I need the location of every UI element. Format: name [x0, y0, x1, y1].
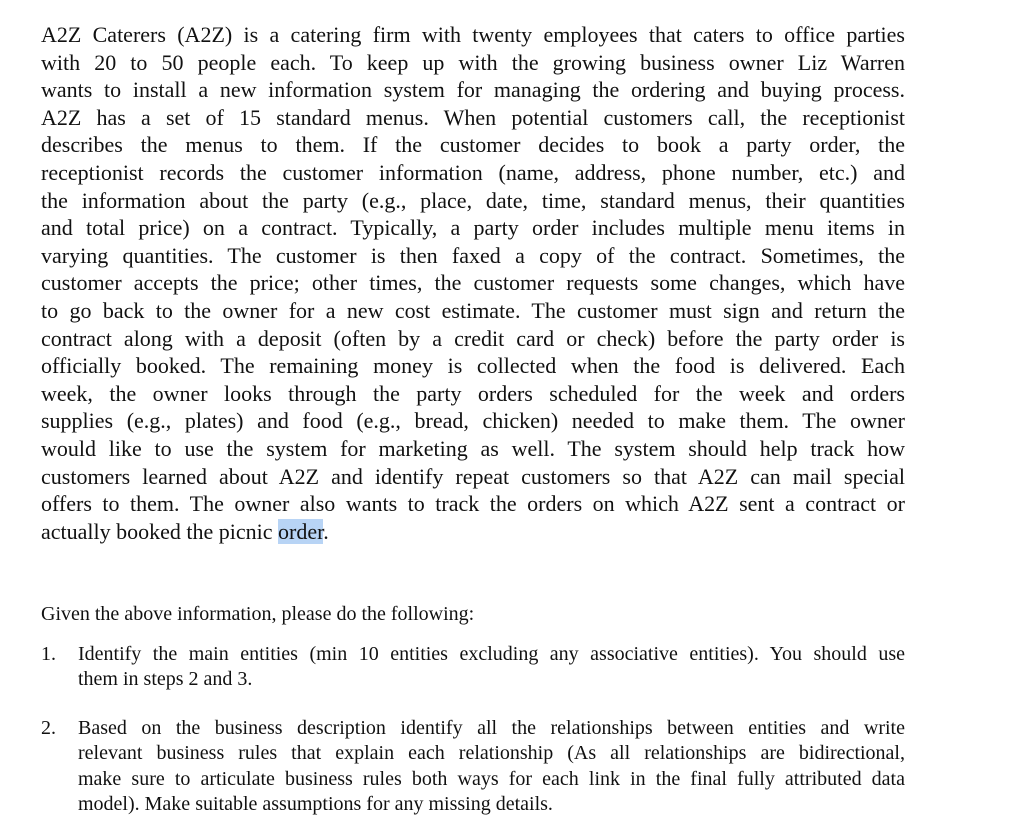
last-line-punctuation: . [323, 518, 329, 544]
paragraph-line: contract along with a deposit (often by a credit card or check) before the party order is [41, 325, 905, 351]
paragraph-line: customer accepts the price; other times, the customer requests some changes, which have [41, 270, 905, 296]
paragraph-line: to go back to the owner for a new cost estimate. The customer must sign and return the [41, 297, 905, 323]
paragraph-line: customers learned about A2Z and identify repeat customers so that A2Z can mail special [41, 463, 905, 489]
paragraph-line: receptionist records the customer information (name, address, phone number, etc.) and [41, 159, 905, 185]
list-item-number: 2. [41, 717, 56, 739]
last-line-text: actually booked the picnic [41, 518, 279, 544]
paragraph-line: week, the owner looks through the party orders scheduled for the week and orders [41, 380, 905, 406]
paragraph-line: supplies (e.g., plates) and food (e.g., bread, chicken) needed to make them. The owner [41, 408, 905, 434]
paragraph-last-line [41, 518, 905, 546]
list-item-text [78, 716, 905, 817]
case-description-paragraph [41, 21, 905, 545]
list-item-number: 1. [41, 643, 56, 665]
paragraph-line: varying quantities. The customer is then faxed a copy of the contract. Sometimes, the [41, 242, 905, 268]
list-item-line: make sure to articulate business rules both ways for each link in the final fully attributed data [78, 767, 905, 790]
paragraph-line: with 20 to 50 people each. To keep up with the growing business owner Liz Warren [41, 49, 905, 75]
list-item-line: Identify the main entities (min 10 entities excluding any associative entities). You should use [78, 643, 905, 665]
paragraph-line: A2Z Caterers (A2Z) is a catering firm with twenty employees that caters to office parties [41, 22, 905, 47]
list-item-line: them in steps 2 and 3. [78, 668, 253, 691]
task-list [41, 642, 905, 693]
paragraph-line: and total price) on a contract. Typically, a party order includes multiple menu items in [41, 215, 905, 241]
task-list [41, 716, 905, 817]
list-item [41, 716, 905, 817]
list-item [41, 642, 905, 693]
list-item-line: Based on the business description identify all the relationships between entities and write [78, 717, 905, 739]
list-item-text [78, 642, 905, 693]
paragraph-line: the information about the party (e.g., place, date, time, standard menus, their quantities [41, 187, 905, 213]
paragraph-line: officially booked. The remaining money is collected when the food is delivered. Each [41, 353, 905, 379]
paragraph-line: A2Z has a set of 15 standard menus. When potential customers call, the receptionist [41, 104, 905, 130]
instructions-intro: Given the above information, please do the following: [41, 603, 475, 625]
paragraph-line: would like to use the system for marketing as well. The system should help track how [41, 435, 905, 461]
paragraph-line: wants to install a new information system for managing the ordering and buying process. [41, 77, 905, 103]
list-item-line: relevant business rules that explain each relationship (As all relationships are bidirectional, [78, 742, 905, 765]
paragraph-line: describes the menus to them. If the customer decides to book a party order, the [41, 132, 905, 158]
paragraph-line: offers to them. The owner also wants to track the orders on which A2Z sent a contract or [41, 491, 905, 517]
selected-text-highlight[interactable]: order [278, 518, 324, 544]
list-item-line: model). Make suitable assumptions for any missing details. [78, 792, 553, 815]
